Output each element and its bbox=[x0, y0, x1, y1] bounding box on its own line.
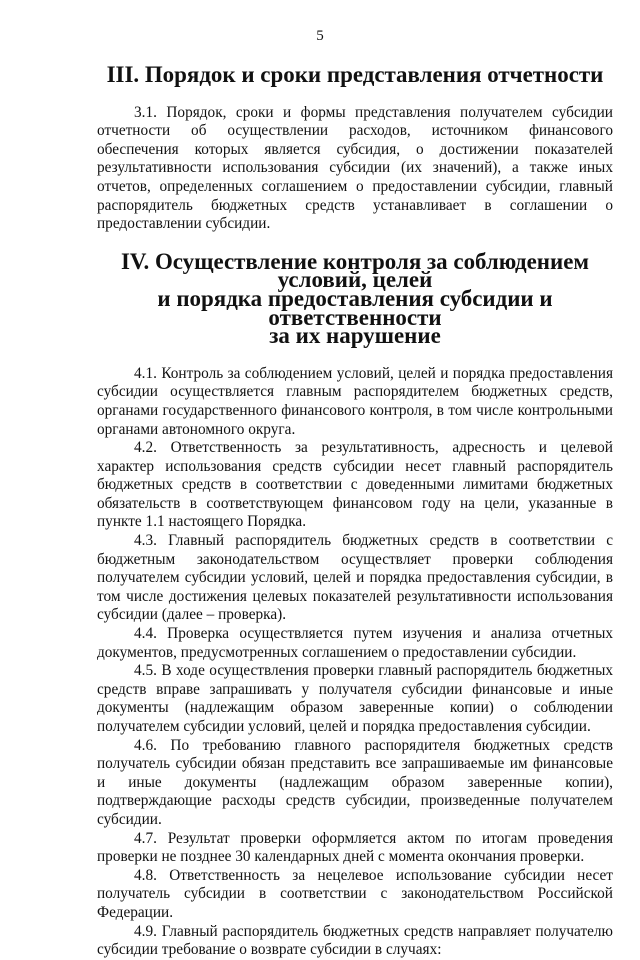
section-3-title: III. Порядок и сроки представления отчетности bbox=[106, 62, 604, 87]
paragraph-4-2: 4.2. Ответственность за результативность, адресность и целевой характер использования средств субсидии несет главный распорядитель бюджетных средств в соответствии с доведенными лимитами бюджетных обязательств в соответствующем финансовом году на цели, указанные в пункте 1.1 настоящего Порядка. bbox=[97, 439, 613, 531]
paragraph-4-8: 4.8. Ответственность за нецелевое использование субсидии несет получатель субсидии в соответствии с законодательством Российской Федерации. bbox=[97, 866, 613, 921]
section-4-title-line: IV. Осуществление контроля за соблюдением условий, целей bbox=[120, 248, 590, 293]
paragraph-4-1: 4.1. Контроль за соблюдением условий, целей и порядка предоставления субсидии осуществляется главным распорядителем бюджетных средств, органами государственного финансового контроля, в том числе контрольными органами автономного округа. bbox=[97, 364, 613, 438]
paragraph-4-5: 4.5. В ходе осуществления проверки главный распорядитель бюджетных средств вправе запрашивать у получателя субсидии финансовые и иные документы (надлежащим образом заверенные копии) о соблюдении получателем субсидии условий, целей и порядка предоставления субсидии. bbox=[97, 662, 613, 735]
paragraph-4-4: 4.4. Проверка осуществляется путем изучения и анализа отчетных документов, предусмотренных соглашением о предоставлении субсидии. bbox=[97, 625, 613, 661]
paragraph-4-9: 4.9. Главный распорядитель бюджетных средств направляет получателю субсидии требование о возврате субсидии в случаях: bbox=[97, 922, 613, 959]
paragraph-4-7: 4.7. Результат проверки оформляется актом по итогам проведения проверки не позднее 30 календарных дней с момента окончания проверки. bbox=[97, 829, 613, 866]
document-body bbox=[97, 62, 613, 960]
paragraph-4-6: 4.6. По требованию главного распорядителя бюджетных средств получатель субсидии обязан представить все запрашиваемые им финансовые и иные документы (надлежащим образом заверенные копии), подтверждающие расходы средств субсидии, произведенные получателем субсидии. bbox=[97, 736, 613, 828]
page-number: 5 bbox=[316, 28, 324, 44]
section-4-title bbox=[97, 248, 613, 349]
section-4-title-line: и порядка предоставления субсидии и ответственности bbox=[157, 285, 553, 330]
paragraph-3-1: 3.1. Порядок, сроки и формы представления получателем субсидии отчетности об осуществлении расходов, источником финансового обеспечения которых является субсидия, о достижении показателей результативности использования субсидии (их значений), а также иных отчетов, определенных соглашением о предоставлении субсидии, главный распорядитель бюджетных средств устанавливает в соглашении о предоставлении субсидии. bbox=[97, 103, 613, 233]
section-4-title-line: за их нарушение bbox=[269, 323, 441, 349]
paragraph-4-3: 4.3. Главный распорядитель бюджетных средств в соответствии с бюджетным законодательством осуществляет проверки соблюдения получателем субсидии условий, целей и порядка предоставления субсидии, в том числе достижения целевых показателей результативности использования субсидии (далее – проверка). bbox=[97, 532, 613, 624]
